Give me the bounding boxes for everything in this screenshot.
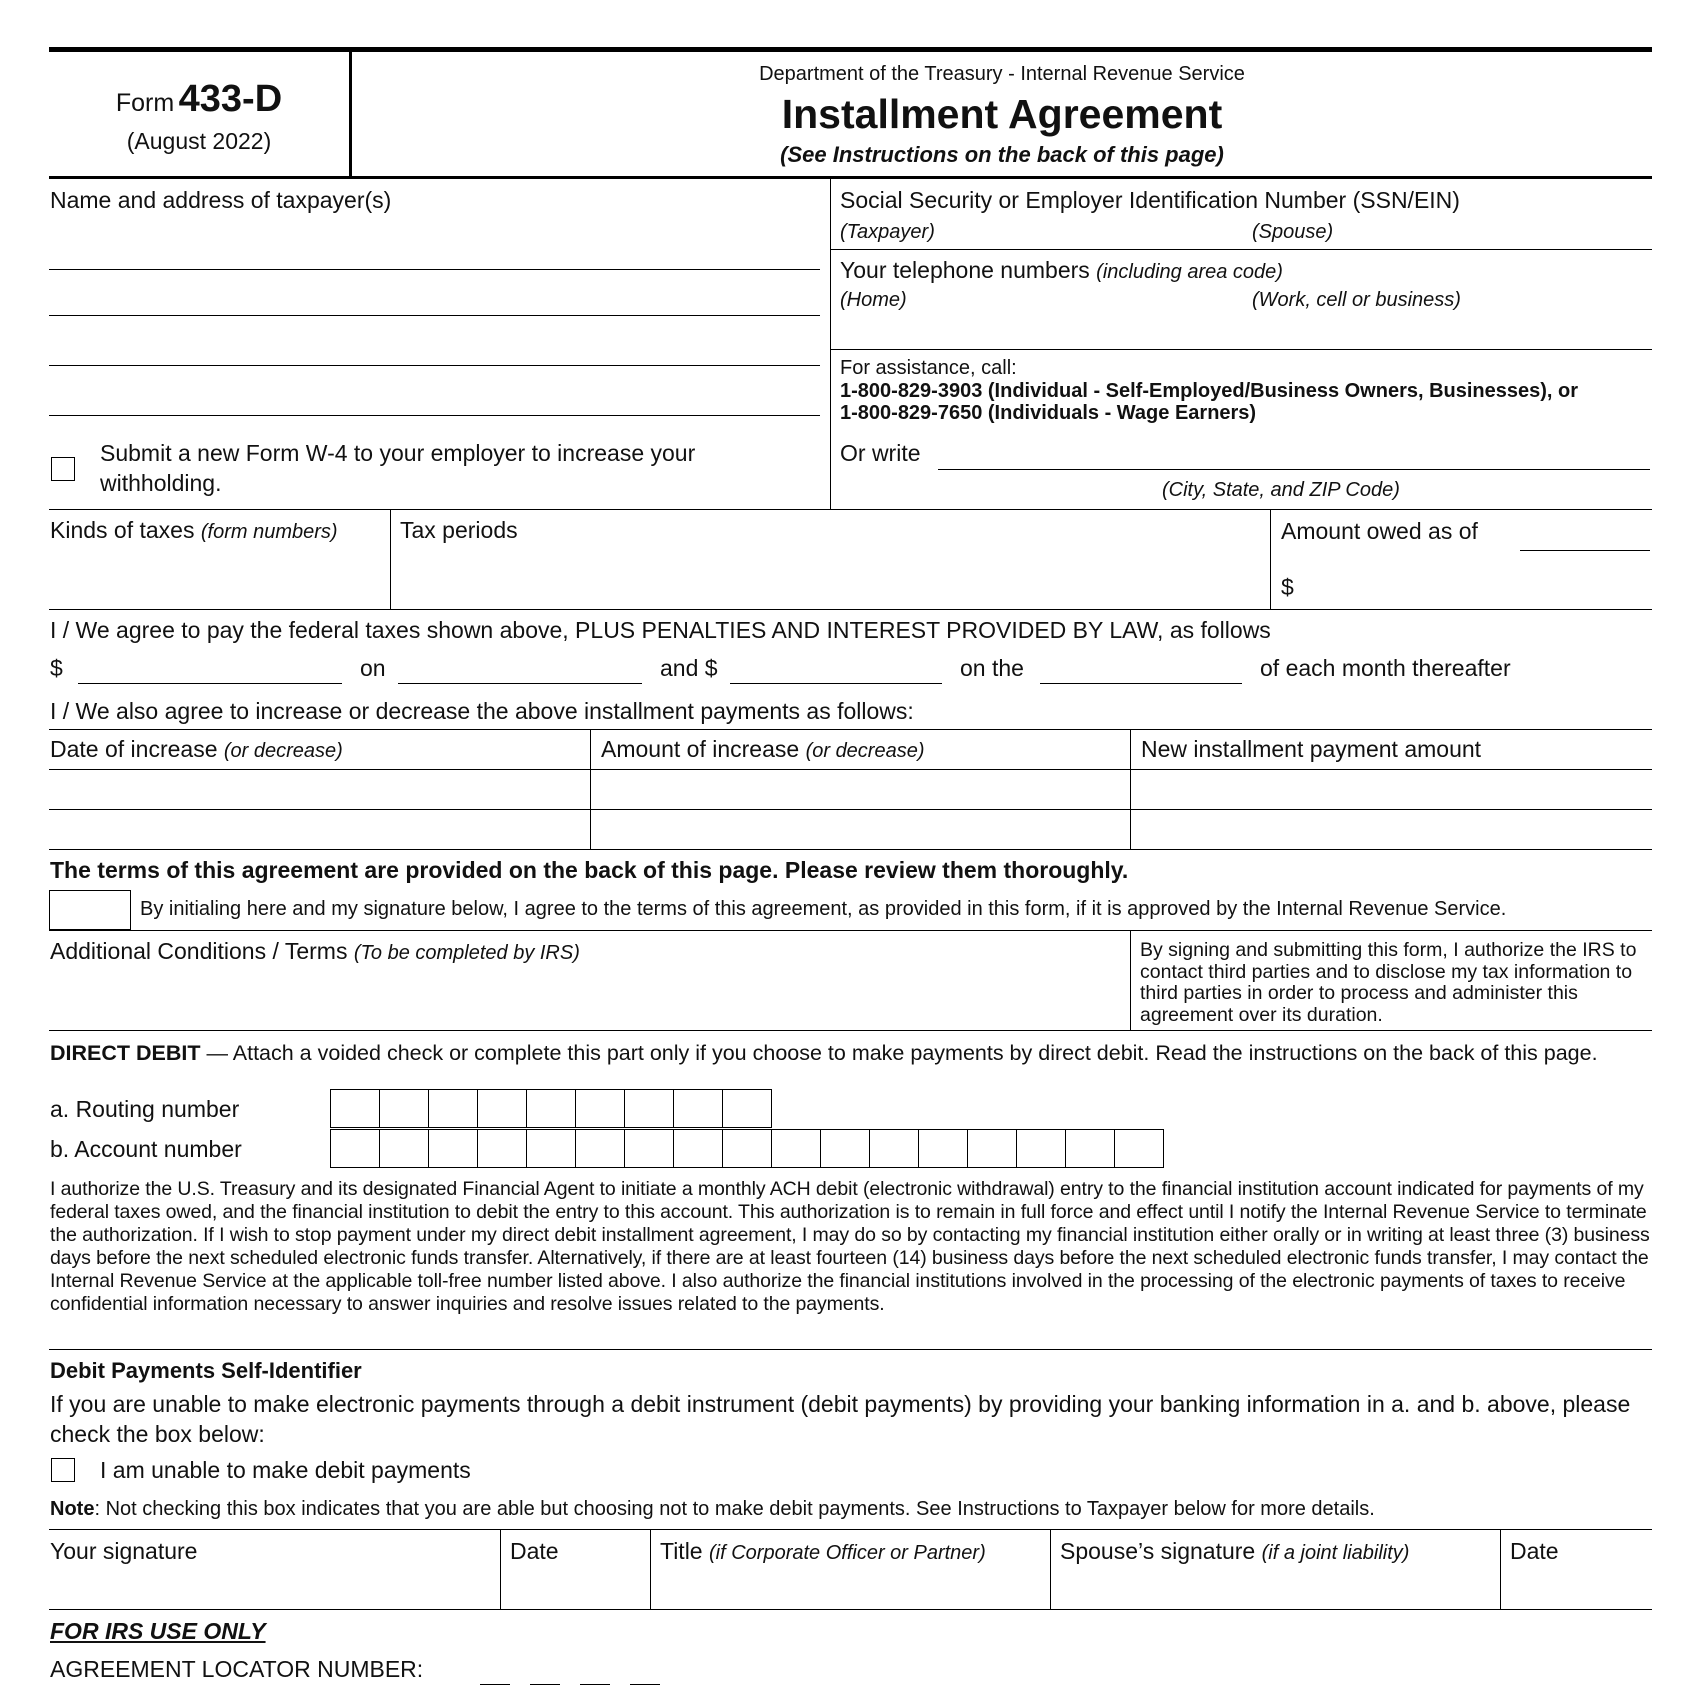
payment-on: on xyxy=(360,655,386,681)
title-label-italic: (if Corporate Officer or Partner) xyxy=(709,1542,986,1564)
each-month-text: of each month thereafter xyxy=(1260,655,1511,681)
department-line: Department of the Treasury - Internal Revenue Service xyxy=(759,63,1245,85)
address-line-3[interactable] xyxy=(49,365,820,366)
authorize-third-parties: By signing and submitting this form, I authorize the IRS to contact third parties and to disclose my tax information to third parties in order to process and administer this agreement over its duration. xyxy=(1140,939,1637,1026)
spouse-signature-label xyxy=(1060,1540,1409,1563)
terms-bottom-rule xyxy=(49,1030,1652,1031)
increase-statement: I / We also agree to increase or decrease the above installment payments as follows: xyxy=(50,698,914,724)
unable-debit-checkbox[interactable] xyxy=(51,1458,75,1482)
agreement-locator-label: AGREEMENT LOCATOR NUMBER: xyxy=(50,1656,424,1682)
form-identifier xyxy=(49,78,349,121)
payment-amount-line[interactable] xyxy=(78,683,342,684)
authorization-bottom-rule xyxy=(49,1349,1652,1350)
or-write-line[interactable] xyxy=(938,469,1650,470)
payment-and-dollar: and $ xyxy=(660,655,718,681)
spouse-signature-text: Spouse’s signature xyxy=(1060,1538,1256,1564)
increase-col-new-amount: New installment payment amount xyxy=(1141,736,1482,762)
signature-top-rule xyxy=(49,1529,1652,1530)
terms-divider xyxy=(1130,930,1131,1030)
increase-col-date xyxy=(50,738,343,761)
form-date: (August 2022) xyxy=(126,128,272,154)
taxes-bottom-rule xyxy=(49,609,1652,610)
phone-label-italic: (including area code) xyxy=(1096,261,1283,283)
routing-number-boxes[interactable] xyxy=(330,1089,772,1128)
or-write-label: Or write xyxy=(840,440,921,466)
self-identifier-text: If you are unable to make electronic payments through a debit instrument (debit payments) by providing your banking information in a. and b. above, please check the box below: xyxy=(50,1391,1631,1447)
locator-blank-3[interactable] xyxy=(580,1684,610,1685)
routing-number-label: a. Routing number xyxy=(50,1096,240,1122)
kinds-of-taxes-label xyxy=(50,519,338,542)
your-signature-label: Your signature xyxy=(50,1538,198,1564)
additional-conditions-label xyxy=(50,940,580,963)
assistance-label: For assistance, call: xyxy=(840,357,1017,379)
agreement-statement: I / We agree to pay the federal taxes shown above, PLUS PENALTIES AND INTEREST PROVIDED BY LAW, as follows xyxy=(50,617,1271,643)
assistance-phone-1: 1-800-829-3903 (Individual - Self-Employed/Business Owners, Businesses), or xyxy=(840,380,1579,402)
top-rule xyxy=(49,47,1652,52)
signature-bottom-rule xyxy=(49,1609,1652,1610)
initial-statement: By initialing here and my signature below, I agree to the terms of this agreement, as provided in this form, if it is approved by the Internal Revenue Service. xyxy=(140,898,1507,920)
phone-work-label: (Work, cell or business) xyxy=(1252,289,1461,311)
self-identifier-heading: Debit Payments Self-Identifier xyxy=(50,1358,362,1383)
signature-divider-4 xyxy=(1500,1529,1501,1609)
ssn-taxpayer-label: (Taxpayer) xyxy=(840,221,935,243)
account-number-boxes[interactable] xyxy=(330,1129,1164,1168)
direct-debit-heading: DIRECT DEBIT xyxy=(50,1041,201,1065)
phone-home-label: (Home) xyxy=(840,289,907,311)
phone-label xyxy=(840,259,1283,282)
note-label: Note xyxy=(50,1498,95,1520)
address-line-1[interactable] xyxy=(49,269,820,270)
day-of-month-line[interactable] xyxy=(1040,683,1242,684)
increase-col-amount-text: Amount of increase xyxy=(601,736,800,762)
increase-table-top xyxy=(49,729,1652,730)
name-address-label: Name and address of taxpayer(s) xyxy=(50,187,392,213)
spouse-signature-italic: (if a joint liability) xyxy=(1261,1542,1410,1564)
increase-table-row-rule xyxy=(49,809,1652,810)
city-state-zip-label: (City, State, and ZIP Code) xyxy=(1162,479,1400,501)
kinds-of-taxes-italic: (form numbers) xyxy=(200,521,338,543)
header-bottom-rule xyxy=(49,176,1652,179)
increase-table-divider-1 xyxy=(590,729,591,849)
assistance-phone-2: 1-800-829-7650 (Individuals - Wage Earners) xyxy=(840,402,1257,424)
form-title: Installment Agreement xyxy=(781,91,1223,137)
signature-divider-3 xyxy=(1050,1529,1051,1609)
increase-col-amount-italic: (or decrease) xyxy=(805,740,925,762)
irs-use-only-heading: FOR IRS USE ONLY xyxy=(50,1618,266,1644)
address-line-4[interactable] xyxy=(49,415,820,416)
direct-debit-text: — Attach a voided check or complete this part only if you choose to make payments by direct debit. Read the instructions on the back of this page. xyxy=(200,1041,1598,1065)
additional-conditions-italic: (To be completed by IRS) xyxy=(353,942,580,964)
date-label-1: Date xyxy=(510,1538,559,1564)
monthly-amount-line[interactable] xyxy=(730,683,942,684)
phone-label-text: Your telephone numbers xyxy=(840,257,1090,283)
your-signature-field[interactable] xyxy=(50,1570,495,1606)
amount-owed-dollar: $ xyxy=(1281,574,1294,600)
w4-text-line2: withholding. xyxy=(100,470,222,496)
payment-date-line[interactable] xyxy=(398,683,642,684)
ach-authorization: I authorize the U.S. Treasury and its designated Financial Agent to initiate a monthly ACH debit (electronic withdrawal) entry to the financial institution account indicated for payments of my federal taxes owed, and the financial institution to debit the entry to this account. This authorization is to remain in full force and effect until I notify the Internal Revenue Service to terminate the authorization. If I wish to stop payment under my direct debit installment agreement, I may do so by contacting my financial institution either orally or in writing at least three (3) business days before the next scheduled electronic funds transfer. Alternatively, if there are at least fourteen (14) business days before the next scheduled electronic funds transfer, I may contact the Internal Revenue Service at the applicable toll-free number listed above. I also authorize the financial institutions involved in the processing of the electronic payments of taxes to receive confidential information necessary to answer inquiries and resolve issues related to the payments. xyxy=(50,1178,1650,1315)
tax-periods-label: Tax periods xyxy=(400,517,518,543)
form-subtitle: (See Instructions on the back of this page) xyxy=(780,142,1224,167)
form-number: 433-D xyxy=(178,78,283,120)
payment-dollar: $ xyxy=(50,655,63,681)
locator-blank-1[interactable] xyxy=(480,1684,510,1685)
form-label: Form xyxy=(115,89,175,117)
terms-heading: The terms of this agreement are provided on the back of this page. Please review them thoroughly. xyxy=(50,857,1129,883)
increase-table-divider-2 xyxy=(1130,729,1131,849)
locator-blank-4[interactable] xyxy=(630,1684,660,1685)
signature-divider-2 xyxy=(650,1529,651,1609)
phone-bottom-rule xyxy=(830,349,1652,350)
ssn-spouse-label: (Spouse) xyxy=(1252,221,1334,243)
taxes-divider-2 xyxy=(1270,509,1271,609)
title-label xyxy=(660,1540,986,1563)
locator-blank-2[interactable] xyxy=(530,1684,560,1685)
taxes-top-rule xyxy=(49,509,1652,510)
amount-owed-label: Amount owed as of xyxy=(1281,518,1478,544)
address-line-2[interactable] xyxy=(49,315,820,316)
payment-on-the: on the xyxy=(960,655,1024,681)
increase-col-amount xyxy=(601,738,925,761)
signature-divider-1 xyxy=(500,1529,501,1609)
w4-text-line1: Submit a new Form W-4 to your employer to increase your xyxy=(100,440,696,466)
title-label-text: Title xyxy=(660,1538,703,1564)
account-number-label: b. Account number xyxy=(50,1136,242,1162)
self-identifier-note xyxy=(50,1499,1375,1519)
initial-box[interactable] xyxy=(49,890,131,930)
amount-owed-date-line[interactable] xyxy=(1520,550,1650,551)
w4-checkbox[interactable] xyxy=(51,457,75,481)
date-label-2: Date xyxy=(1510,1538,1559,1564)
increase-col-date-italic: (or decrease) xyxy=(223,740,343,762)
additional-conditions-text: Additional Conditions / Terms xyxy=(50,938,348,964)
taxpayer-divider xyxy=(830,179,831,509)
ssn-bottom-rule xyxy=(830,249,1652,250)
increase-table-bottom xyxy=(49,849,1652,850)
increase-table-header-rule xyxy=(49,769,1652,770)
direct-debit-intro xyxy=(50,1039,1650,1067)
terms-rule xyxy=(49,930,1652,931)
unable-debit-label: I am unable to make debit payments xyxy=(100,1457,471,1483)
note-text: : Not checking this box indicates that you are able but choosing not to make debit payments. See Instructions to Taxpayer below for more details. xyxy=(94,1498,1375,1520)
increase-col-date-text: Date of increase xyxy=(50,736,218,762)
taxes-divider-1 xyxy=(390,509,391,609)
ssn-label: Social Security or Employer Identification Number (SSN/EIN) xyxy=(840,187,1460,213)
kinds-of-taxes-text: Kinds of taxes xyxy=(50,517,195,543)
